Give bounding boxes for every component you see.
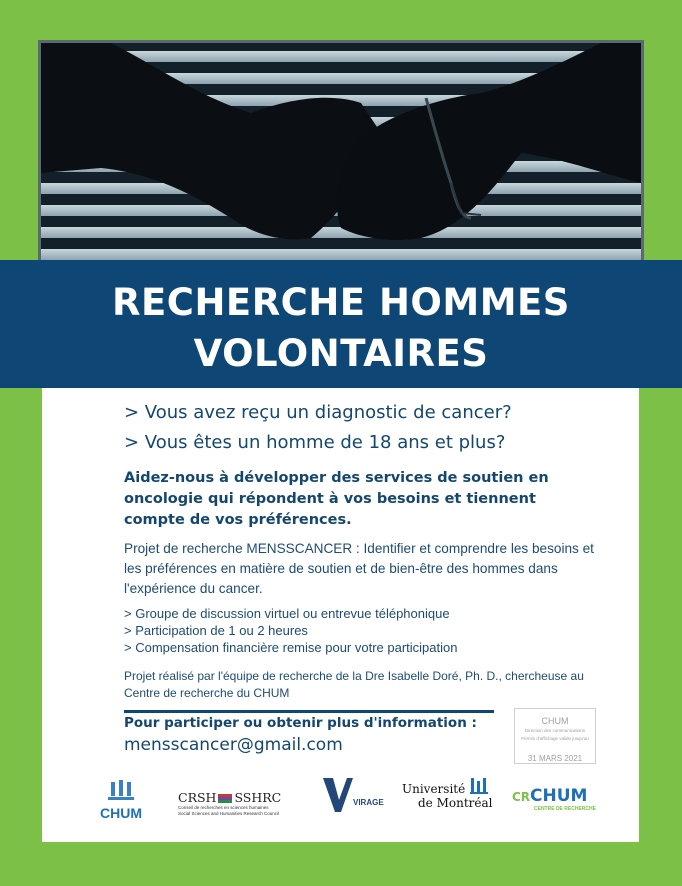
project-description: Projet de recherche MENSSCANCER : Identifier et comprendre les besoins et les préférences en matière de soutien et de bien-être des hommes dans l'expérience du cancer. [124,541,594,596]
crsh-bars-icon [218,794,232,803]
intro-text: Aidez-nous à développer des services de soutien en oncologie qui répondent à vos besoins et tiennent compte de vos préférences. [124,470,549,528]
crchum-logo [512,786,604,826]
crsh-subtitle-1: Conseil de recherches en sciences humaines [178,805,269,810]
crsh-text: CRSH [178,790,217,805]
question-1: > Vous avez reçu un diagnostic de cancer? [124,402,512,423]
crchum-subtitle: CENTRE DE RECHERCHE [534,806,596,812]
project-credit: Projet réalisé par l'équipe de recherche de la Dre Isabelle Doré, Ph. D., chercheuse au Centre de recherche du CHUM [124,669,584,700]
contact-label: Pour participer ou obtenir plus d'information : [124,715,477,731]
question-2: > Vous êtes un homme de 18 ans et plus? [124,432,506,453]
approval-stamp [514,708,596,764]
handshake-image [41,43,641,277]
bullet-item: > Groupe de discussion virtuel ou entrevue téléphonique [124,606,450,621]
chum-logo [94,780,148,824]
handshake-photo [38,40,644,280]
sshrc-text: SSHRC [234,790,282,805]
contact-email[interactable]: mensscancer@gmail.com [124,735,343,755]
stamp-org: CHUM [541,716,569,726]
virage-text: VIRAGE [353,798,384,807]
stamp-dept: Direction des communications [524,728,586,733]
content-panel [42,388,639,842]
partner-logos [42,766,639,842]
crsh-subtitle-2: Social Sciences and Humanities Research Council [178,811,280,816]
title-line-2: VOLONTAIRES [193,332,489,375]
chum-emblem-icon [108,780,134,802]
stamp-date: 31 MARS 2021 [527,754,583,763]
udem-line-1: Université [402,782,466,796]
bullet-item: > Participation de 1 ou 2 heures [124,623,308,638]
crchum-cr-text: CR [512,790,531,804]
stamp-note: Permis d'affichage valide jusqu'au [521,736,589,741]
divider [124,710,494,713]
chum-logo-text: CHUM [100,805,142,821]
bullet-list [124,605,594,656]
udem-logo [402,782,502,822]
title-banner [0,260,682,388]
bullet-item: > Compensation financière remise pour votre participation [124,640,458,655]
virage-v-icon [323,778,353,812]
crsh-sshrc-logo [178,790,298,824]
crchum-chum-text: CHUM [530,786,588,806]
udem-emblem-icon [470,778,492,796]
title-line-1: RECHERCHE HOMMES [112,281,570,324]
udem-line-2: de Montréal [418,796,493,810]
page-title [0,277,682,379]
virage-logo [323,778,383,826]
